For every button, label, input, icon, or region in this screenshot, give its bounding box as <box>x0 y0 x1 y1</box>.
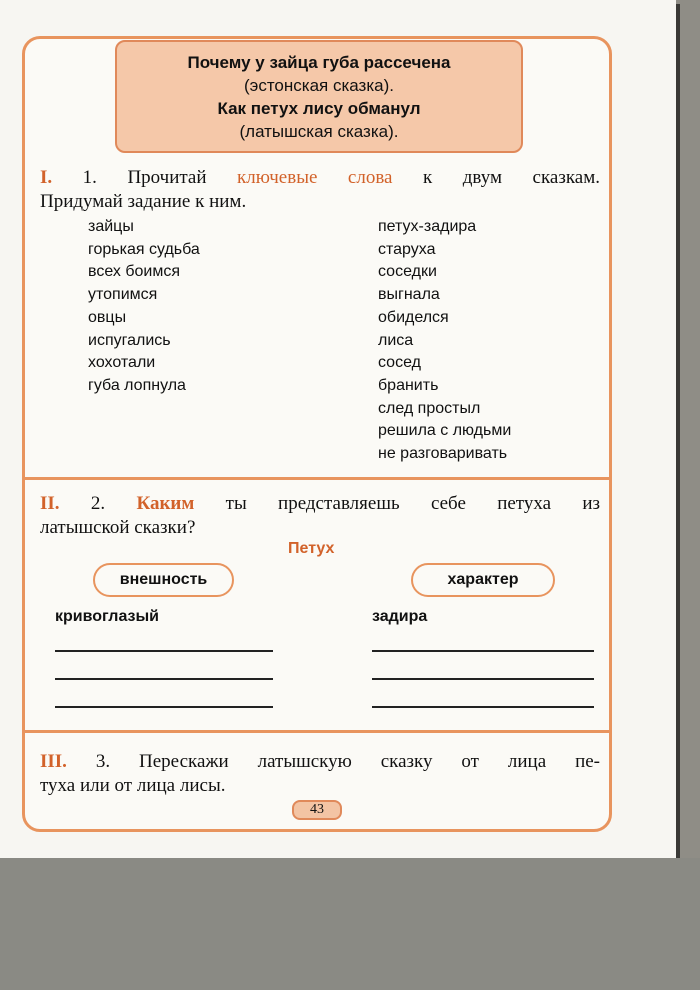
keyword: лиса <box>378 331 414 349</box>
appearance-pill: внешность <box>93 563 234 597</box>
task-3-line-1: Перескажи латышскую сказку от лица пе- <box>139 751 601 772</box>
section-divider <box>25 730 609 733</box>
task-1-number: 1. <box>82 167 97 188</box>
keyword: губа лопнула <box>88 376 186 394</box>
task-1-line-2: Придумай задание к ним. <box>40 191 247 212</box>
task-1-text-after: к двум сказкам. <box>423 167 600 188</box>
keyword: не разговаривать <box>378 445 508 463</box>
task-2-highlight: Каким <box>136 493 195 514</box>
answer-line[interactable] <box>55 650 273 652</box>
right-keyword-list <box>378 216 511 466</box>
task-3-instruction <box>40 750 600 798</box>
task-1-text-before: Прочитай <box>127 167 207 188</box>
keyword: старуха <box>378 240 436 258</box>
keyword: испугались <box>88 331 171 349</box>
task-1-instruction <box>40 166 600 214</box>
answer-line[interactable] <box>372 650 594 652</box>
exercise-frame <box>22 36 612 832</box>
page-edge-background <box>0 858 700 990</box>
keyword: выгнала <box>378 286 440 304</box>
answer-line[interactable] <box>372 706 594 708</box>
title-box <box>115 40 523 153</box>
keyword: бранить <box>378 376 439 394</box>
task-3-number: 3. <box>95 751 111 772</box>
task-2-instruction <box>40 492 600 540</box>
task-2-roman: II. <box>40 493 60 514</box>
left-keyword-list <box>88 216 200 398</box>
story-subtitle-2: (латышская сказка). <box>239 122 399 141</box>
keyword: хохотали <box>88 354 156 372</box>
keyword: обиделся <box>378 308 449 326</box>
keyword: овцы <box>88 308 127 326</box>
keyword: соседки <box>378 263 437 281</box>
rooster-heading: Петух <box>288 540 335 557</box>
keyword: горькая судьба <box>88 240 200 258</box>
page-number: 43 <box>292 800 342 820</box>
story-title-2: Как петух лису обманул <box>217 99 421 118</box>
task-2-text-after: ты представляешь себе петуха из <box>225 493 601 514</box>
keyword: след простыл <box>378 399 481 417</box>
keyword: решила с людьми <box>378 422 512 440</box>
keyword: всех боимся <box>88 263 180 281</box>
task-1-highlight: ключевые слова <box>237 167 393 188</box>
answer-line[interactable] <box>55 706 273 708</box>
task-2-line-2: латышской сказки? <box>40 517 196 538</box>
answer-line[interactable] <box>372 678 594 680</box>
keyword: сосед <box>378 354 421 372</box>
keyword: утопимся <box>88 286 158 304</box>
task-1-roman: I. <box>40 167 53 188</box>
keyword: зайцы <box>88 218 134 235</box>
answer-line[interactable] <box>55 678 273 680</box>
story-subtitle-1: (эстонская сказка). <box>244 76 394 95</box>
character-answer: задира <box>372 608 428 625</box>
task-3-line-2: туха или от лица лисы. <box>40 775 226 796</box>
character-pill: характер <box>411 563 555 597</box>
section-divider <box>25 477 609 480</box>
task-2-number: 2. <box>90 493 106 514</box>
appearance-answer: кривоглазый <box>55 608 159 625</box>
keyword: петух-задира <box>378 218 477 235</box>
task-3-roman: III. <box>40 751 67 772</box>
story-title-1: Почему у зайца губа рассечена <box>187 53 451 72</box>
